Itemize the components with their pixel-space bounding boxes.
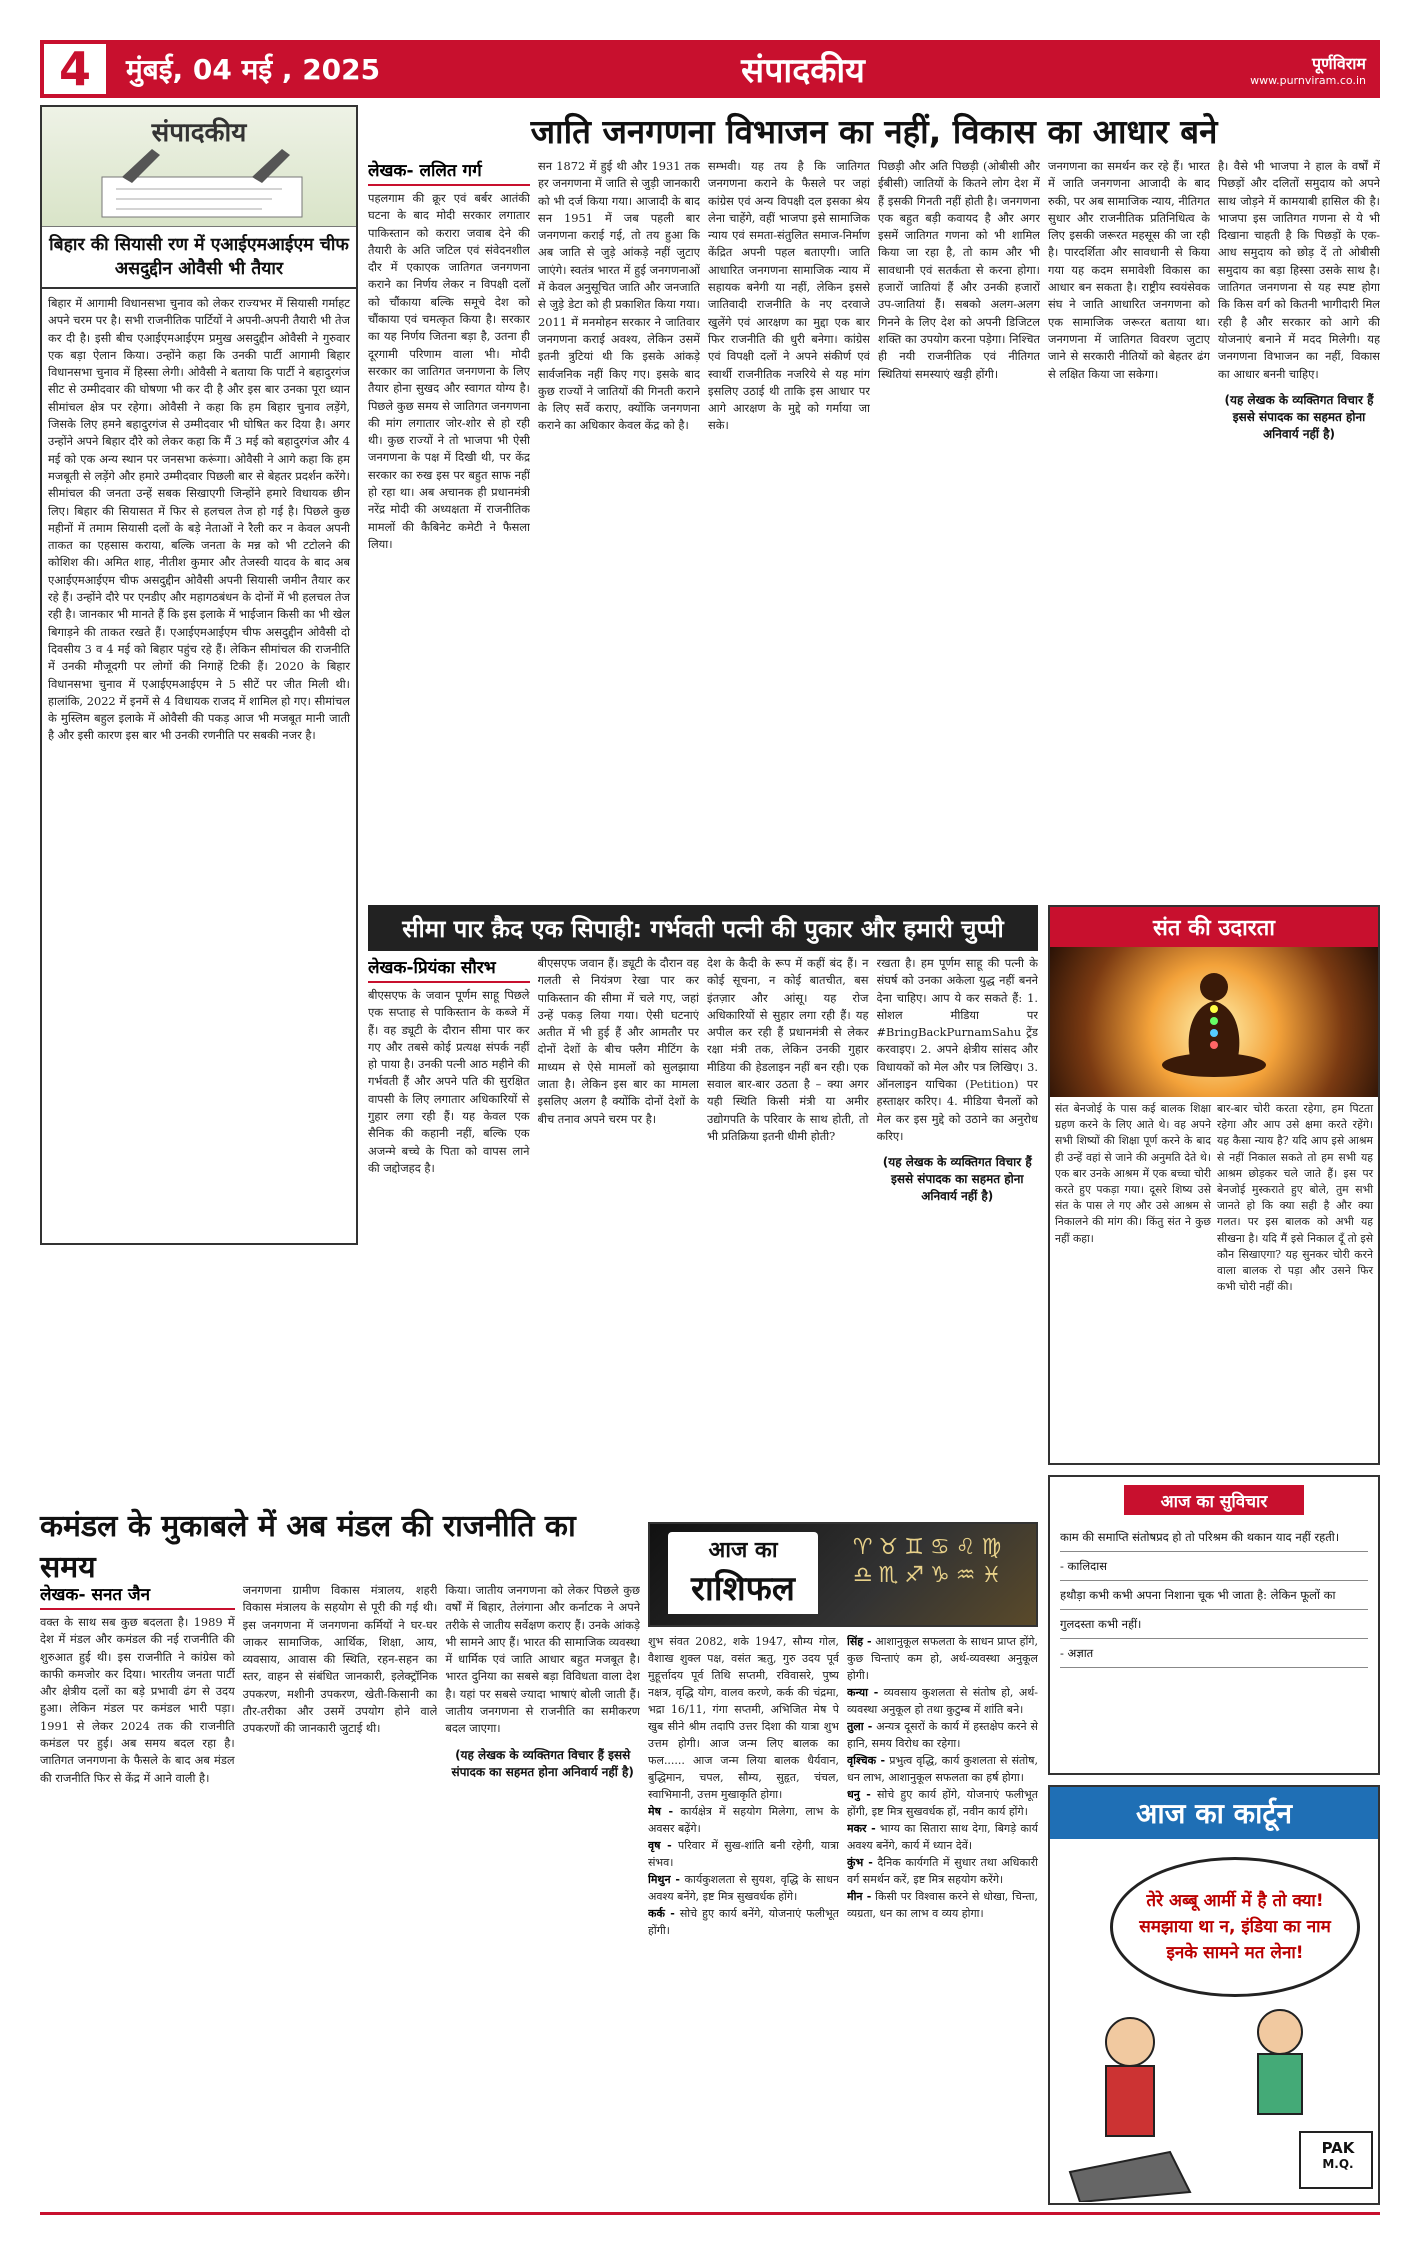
meditation-image — [1050, 947, 1378, 1097]
editorial-headline: बिहार की सियासी रण में एआईएमआईएम चीफ असदुद्दीन ओवैसी भी तैयार — [42, 227, 356, 289]
horoscope-intro: शुभ संवत 2082, शके 1947, सौम्य गोल, वैशाख शुक्ल पक्ष, वसंत ऋतु, गुरु उदय पूर्व मुहूर्त्तादय पूर्व तिथि सप्तमी, रविवासरे, पुष्य नक्षत्र, वृद्धि योग, वालव करणे, कर्क की चंद्रमा, भद्रा 16/11, गंगा सप्तमी, अभिजित मेष पे खुब सीने श्रीम तदापि उत्तर दिशा की यात्रा शुभ उत्तम होगी। आज जन्म लिए बालक का फल...... आज जन्म लिया बालक धैर्यवान, बुद्धिमान, चपल, सौम्य, सुहृत, चंचल, स्वाभिमानी, उत्तम मुखाकृति होगा। — [648, 1635, 839, 1801]
sign-name: वृश्चिक - — [847, 1754, 886, 1767]
sign-text: अन्यत्र दूसरों के कार्य में हस्तक्षेप करने से हानि, समय विरोध का रहेगा। — [847, 1720, 1038, 1750]
story-title: संत की उदारता — [1050, 907, 1378, 947]
byline: लेखक- सनत जैन — [40, 1582, 235, 1610]
cartoon-title: आज का कार्टून — [1050, 1787, 1378, 1839]
sign-text: आशानुकूल सफलता के साधन प्राप्त होंगे, कुछ चिन्ताएं कम हो, अर्थ-व्यवस्था अनुकूल होगी। — [847, 1635, 1038, 1682]
editorial-banner — [42, 107, 356, 227]
sign-entry — [648, 1871, 839, 1905]
sign-text: कार्यक्षेत्र में सहयोग मिलेगा, लाभ के अवसर बढ़ेंगे। — [648, 1805, 839, 1835]
sign-text: कार्यकुशलता से सुयश, वृद्धि के साधन अवश्य बनेंगे, इष्ट मित्र सुखवर्धक होंगे। — [648, 1873, 839, 1903]
thought-line: हथौड़ा कभी कभी अपना निशाना चूक भी जाता है: लेकिन फूलों का — [1060, 1581, 1368, 1610]
sign-entry — [847, 1888, 1038, 1922]
sign-entry — [847, 1786, 1038, 1820]
sign-name: मीन - — [847, 1890, 872, 1903]
sign-text: भाग्य का सितारा साथ देगा, बिगड़े कार्य अवश्य बनेंगे, कार्य में ध्यान देवें। — [847, 1822, 1038, 1852]
sign-name: कुंभ - — [847, 1856, 873, 1869]
sign-entry — [648, 1803, 839, 1837]
byline: लेखक-प्रियंका सौरभ — [368, 955, 530, 983]
main-article — [368, 158, 1380, 898]
sign-name: धनु - — [847, 1788, 871, 1801]
pak-sign-sub: M.Q. — [1322, 2157, 1354, 2171]
sign-entry — [847, 1718, 1038, 1752]
editorial-label: संपादकीय — [151, 118, 247, 148]
meditating-figure-icon — [1050, 947, 1378, 1097]
main-headline: जाति जनगणना विभाजन का नहीं, विकास का आधार बने — [530, 112, 1218, 151]
column-text: किया। जातीय जनगणना को लेकर पिछले कुछ वर्षों में बिहार, तेलंगाना और कर्नाटक ने अपने तरीके से जातीय सर्वेक्षण कराए हैं। उनके आंकड़े भी सामने आए हैं। भारत की सामाजिक व्यवस्था में धार्मिक एवं जाति आधार बहुत मजबूत है। भारत दुनिया का सबसे बड़ा विविधता वाला देश है। यहां पर सबसे ज्यादा भाषाएं बोली जाती हैं। जातीय जनगणना से राजनीति का समीकरण बदल जाएगा। — [445, 1583, 641, 1736]
horoscope — [648, 1522, 1038, 2202]
article-column — [1218, 158, 1380, 898]
article3 — [40, 1582, 640, 2202]
article-column — [368, 158, 530, 898]
horoscope-banner — [648, 1522, 1038, 1627]
thought-author: - अज्ञात — [1060, 1639, 1368, 1668]
article-column — [445, 1582, 640, 2202]
sign-name: तुला - — [847, 1720, 873, 1733]
sign-entry — [847, 1854, 1038, 1888]
sign-text: सोचे हुए कार्य होंगे, योजनाएं फलीभूत होंगी, इष्ट मित्र सुखवर्धक हों, नवीन कार्य होंगे। — [847, 1788, 1038, 1818]
story-column: बार-बार चोरी करता रहेगा, हम पिटता रहेगा और आप उसे क्षमा करते रहेंगे। यह कैसा न्याय है? यदि आप इसे आश्रम से नहीं निकाल सकते तो हम सभी यह आश्रम छोड़कर चले जाते हैं। इस पर बेनजोई मुस्कराते हुए बोले, तुम सभी जानते हो कि क्या सही है और क्या गलत। पर इस बालक को अभी यह सीखना है। यदि मैं इसे निकाल दूँ तो इसे कौन सिखाएगा? यह सुनकर चोरी करने वाला बालक रो पड़ा और उसने फिर कभी चोरी नहीं की। — [1217, 1102, 1373, 1294]
thought-box — [1048, 1475, 1380, 1775]
sign-entry — [847, 1684, 1038, 1718]
horoscope-title: राशिफल — [668, 1564, 818, 1614]
horoscope-column — [648, 1633, 839, 2201]
sign-text: किसी पर विश्वास करने से धोखा, चिन्ता, व्यग्रता, धन का लाभ व व्यय होगा। — [847, 1890, 1038, 1920]
sign-text: व्यवसाय कुशलता से संतोष हो, अर्थ-व्यवस्था अनुकूल हो तथा कुटुम्ब में शांति बने। — [847, 1686, 1038, 1716]
column-text: पहलगाम की क्रूर एवं बर्बर आतंकी घटना के बाद मोदी सरकार लगातार पाकिस्तान को करारा जवाब देने की तैयारी के अति जटिल एवं संवेदनशील दौर में एकाएक जातिगत जनगणना कराने का निर्णय लेकर न विपक्षी दलों को चौंकाया बल्कि समूचे देश को चौंकाया एवं चमत्कृत किया है। सरकार का यह निर्णय जितना बड़ा है, उतना ही दूरगामी परिणाम वाला भी। मोदी सरकार का जातिगत जनगणना के लिए तैयार होना सुखद और स्वागत योग्य है। पिछले कुछ समय से जातिगत जनगणना की मांग लगातार जोर-शोर से हो रही थी। कुछ राज्यों ने तो भाजपा भी ऐसी जनगणना के पक्ष में दिखी थी, पर केंद्र सरकार का रुख इस पर बहुत साफ नहीं हो रहा था। अब अचानक ही प्रधानमंत्री नरेंद्र मोदी की अध्यक्षता में राजनीतिक मामलों की कैबिनेट कमेटी ने फैसला लिया। — [368, 191, 530, 551]
article-column: पिछड़ी और अति पिछड़ी (ओबीसी और ईबीसी) जातियों के कितने लोग देश में हैं इसकी गिनती नहीं होती है। जनगणना एक बहुत बड़ी कवायद है और अगर इसमें जातिगत गणना को भी शामिल किया जा रहा है, तो काम और भी सावधानी एवं सतर्कता से करना होगा। हजारों जातियां हैं और उनकी हजारों उप-जातियां हैं। सबको अलग-अलग गिनने के लिए देश को अपनी डिजिटल शक्ति का उपयोग करना पड़ेगा। निश्चित ही नयी राजनीतिक एवं नीतिगत स्थितियां समस्याएं खड़ी होंगी। — [878, 159, 1040, 381]
article-column: देश के कैदी के रूप में कहीं बंद हैं। न कोई सूचना, न कोई बातचीत, बस इंतज़ार और आंसू। यह रोज अधिकारियों से सुहार लगा रही हैं। यह अपील कर रही हैं प्रधानमंत्री से लेकर रक्षा मंत्री तक, लेकिन उनकी गुहार मीडिया की हेडलाइन नहीं बन रही। एक सवाल बार-बार उठता है – क्या अगर यही स्थिति किसी मंत्री या अमीर उद्योगपति के परिवार के साथ होती, तो भी प्रतिक्रिया इतनी धीमी होती? — [707, 956, 869, 1143]
article-column — [40, 1582, 235, 2202]
sign-name: मकर - — [847, 1822, 876, 1835]
disclaimer: (यह लेखक के व्यक्तिगत विचार हैं इससे संपादक का सहमत होना अनिवार्य नहीं है) — [1224, 392, 1374, 441]
article-column: सम्भवी। यह तय है कि जातिगत जनगणना कराने के फैसले पर जहां कांग्रेस एवं अन्य विपक्षी दल इसका श्रेय लेना चाहेंगे, वहीं भाजपा इसे सामाजिक न्याय एवं समता-संतुलित समाज-निर्माण केंद्रित अपनी पहल बताएगी। जाति आधारित जनगणना सामाजिक न्याय में सहायक बनेगी या नहीं, लेकिन इससे जातिवादी राजनीति के नए दरवाजे खुलेंगे एवं आरक्षण का मुद्दा एक बार फिर राजनीति की धुरी बनेगा। कांग्रेस एवं विपक्षी दलों ने अपने संकीर्ण एवं स्वार्थी राजनीतिक नजरिये से यह मांग इसलिए उठाई थी ताकि इस आधार पर आगे आरक्षण के मुद्दे को गर्माया जा सके। — [708, 159, 870, 433]
sign-entry — [648, 1905, 839, 1939]
article2-headline: सीमा पार क़ैद एक सिपाही: गर्भवती पत्नी की पुकार और हमारी चुप्पी — [368, 905, 1038, 951]
article-column — [877, 955, 1039, 1515]
brand-name: पूर्णविराम — [1312, 53, 1366, 73]
pak-sign — [1308, 2139, 1368, 2171]
sign-name: मिथुन - — [648, 1873, 680, 1886]
sign-text: प्रभुत्व वृद्धि, कार्य कुशलता से संतोष, धन लाभ, आशानुकूल सफलता का हर्ष होगा। — [847, 1754, 1038, 1784]
sign-name: कन्या - — [847, 1686, 879, 1699]
editorial-body: बिहार में आगामी विधानसभा चुनाव को लेकर राज्यभर में सियासी गर्माहट अपने चरम पर है। सभी राजनीतिक पार्टियों ने अपनी-अपनी तैयारी भी तेज कर दी है। इसी बीच एआईएमआईएम प्रमुख असदुद्दीन ओवैसी ने गुरुवार एक बड़ा ऐलान किया। उन्होंने कहा कि उनकी पार्टी आगामी बिहार विधानसभा चुनाव में हिस्सा लेगी। ओवैसी ने बताया कि पार्टी ने बहादुरगंज सीट से उम्मीदवार की घोषणा भी कर दी है और इस बार उनका पूरा ध्यान सीमांचल क्षेत्र पर रहेगा। ओवैसी ने कहा कि हम बिहार चुनाव लड़ेंगे, जिसके लिए हमने बहादुरगंज से उम्मीदवार भी घोषित कर दिया है। अगर उन्होंने अपने बिहार दौरे को लेकर कहा कि मैं 3 मई को बहादुरगंज और 4 मई को एक अन्य स्थान पर जनसभा करूंगा। ओवैसी ने आगे कहा कि हम मजबूती से लड़ेंगे और हमारे उम्मीदवार पिछली बार से बेहतर प्रदर्शन करेंगे। सीमांचल की जनता उन्हें सबक सिखाएगी जिन्होंने हमारे विधायक छीन लिए। बिहार की सियासत में फिर से हलचल तेज हो गई है। पिछले कुछ महीनों में तमाम सियासी दलों के बड़े नेताओं ने रैली कर न केवल अपनी ताकत का एहसास कराया, बल्कि जनता के मन्न को भी टटोलने की कोशिश की। अमित शाह, नीतीश कुमार और तेजस्वी यादव के बाद अब एआईएमआईएम चीफ असदुद्दीन ओवैसी अपनी सियासी जमीन तैयार कर रहे हैं। उन्होंने दौरे पर एनडीए और महागठबंधन के दोनों में भी हलचल तेज रही है। जानकार भी मानते हैं कि इस इलाके में भाईजान किसी का भी खेल बिगाड़ने की ताकत रखते हैं। एआईएमआईएम चीफ असदुद्दीन ओवैसी दो दिवसीय 3 व 4 मई को बिहार पहुंच रहे हैं। लेकिन सीमांचल की राजनीति में उनकी मौजूदगी पर लोगों की निगाहें टिकी हैं। 2020 के बिहार विधानसभा चुनाव में एआईएमआईएम ने 5 सीटें पर जीत मिली थी। हालांकि, 2022 में इनमें से 4 विधायक राजद में शामिल हो गए। सीमांचल के मुस्लिम बहुल इलाके में ओवैसी की पकड़ आज भी मजबूत मानी जाती है और इसी कारण इस बार भी उनकी रणनीति पर सबकी नजर है। — [48, 296, 350, 743]
sign-entry — [847, 1820, 1038, 1854]
speech-bubble: तेरे अब्बू आर्मी में है तो क्या! समझाया था न, इंडिया का नाम इनके सामने मत लेना! — [1110, 1857, 1360, 1997]
thought-author: - कालिदास — [1060, 1552, 1368, 1581]
thought-line: गुलदस्ता कभी नहीं। — [1060, 1610, 1368, 1639]
website-link[interactable]: www.purnviram.co.in — [1250, 73, 1366, 87]
cartoon-drawing — [1050, 2002, 1382, 2202]
issue-date: मुंबई, 04 मई , 2025 — [126, 53, 381, 86]
disclaimer: (यह लेखक के व्यक्तिगत विचार हैं इससे संपादक का सहमत होना अनिवार्य नहीं है) — [882, 1155, 1032, 1204]
horoscope-column — [847, 1633, 1038, 2201]
sign-entry — [847, 1752, 1038, 1786]
sign-entry — [847, 1633, 1038, 1684]
sign-text: परिवार में सुख-शांति बनी रहेगी, यात्रा संभव। — [648, 1839, 839, 1869]
column-text: बीएसएफ के जवान पूर्णम साहू पिछले एक सप्ताह से पाकिस्तान के कब्जे में हैं। वह ड्यूटी के दौरान सीमा पार कर गए और तबसे कोई प्रत्यक्ष संपर्क नहीं हो पाया है। उनकी पत्नी आठ महीने की गर्भवती हैं और अपने पति की सुरक्षित वापसी के लिए लगातार अधिकारियों से गुहार लगा रही हैं। यह केवल एक सैनिक की कहानी नहीं, बल्कि एक अजन्मे बच्चे के पिता को वापस लाने की जद्दोजहद है। — [368, 988, 530, 1175]
article-column: जनगणना ग्रामीण विकास मंत्रालय, शहरी विकास मंत्रालय के सहयोग से पूरी की गई थी। इस जनगणना में जनगणना कर्मियों ने घर-घर जाकर सामाजिक, आर्थिक, शिक्षा, आय, व्यवसाय, आवास की स्थिति, रहन-सहन का स्तर, वाहन से संबंधित जानकारी, इलेक्ट्रॉनिक उपकरण, मशीनी उपकरण, खेती-किसानी का तौर-तरीका और उसमें उपयोग होने वाले उपकरणों की जानकारी जुटाई थी। — [242, 1583, 438, 1736]
brand-block — [1060, 52, 1380, 87]
story-column: संत बेनजोई के पास कई बालक शिक्षा ग्रहण करने के लिए आते थे। वह अपने सभी शिष्यों की शिक्षा पूर्ण करने के बाद ही उन्हें वहां से जाने की अनुमति देते थे। एक बार उनके आश्रम में एक बच्चा चोरी करते हुए पकड़ा गया। दूसरे शिष्य उसे संत के पास ले गए और उसे आश्रम से निकालने की मांग की। किंतु संत ने कुछ नहीं कहा। — [1055, 1102, 1211, 1245]
page-number: 4 — [40, 40, 110, 98]
thought-body — [1050, 1515, 1378, 1676]
column-text: वक्त के साथ सब कुछ बदलता है। 1989 में देश में मंडल और कमंडल की नई राजनीति की शुरुआत हुई थी। इस राजनीति ने कांग्रेस को काफी कमजोर कर दिया। भारतीय जनता पार्टी और क्षेत्रीय दलों का बड़े प्रभावी ढंग से उदय हुआ। लेकिन मंडल पर कमंडल भारी पड़ा। 1991 से लेकर 2024 तक की राजनीति कमंडल पर हुई। अब समय बदल रहा है। जातिगत जनगणना के फैसले के बाद अब मंडल की राजनीति फिर से केंद्र में आने वाली है। — [40, 1615, 235, 1785]
footer-divider — [40, 2212, 1380, 2215]
horoscope-title-top: आज का — [668, 1532, 818, 1566]
pen-writing-icon — [82, 147, 322, 221]
zodiac-wheel-icon: ♈♉♊♋♌♍ ♎♏♐♑♒♓ — [852, 1535, 1008, 1588]
horoscope-body — [648, 1633, 1038, 2201]
sign-name: मेष - — [648, 1805, 674, 1818]
sign-name: वृष - — [648, 1839, 672, 1852]
sign-name: कर्क - — [648, 1907, 675, 1920]
column-text: है। वैसे भी भाजपा ने हाल के वर्षों में पिछड़ों और दलितों समुदाय को अपने साथ जोड़ने में कामयाबी हासिल की है। भाजपा इस जातिगत गणना से ये भी दिखाना चाहती है कि पिछड़ों के एक-आध समुदाय को छोड़ दें तो ओबीसी समुदाय का बड़ा हिस्सा उसके साथ है। जातिगत जनगणना से यह स्पष्ट होगा कि किस वर्ग को कितनी भागीदारी मिल रही है और सरकार को आगे की योजनाएं बनाने में मदद मिलेगी। यह जनगणना विभाजन का नहीं, विकास का आधार बननी चाहिए। — [1218, 159, 1380, 381]
sign-text: सोचे हुए कार्य बनेंगे, योजनाएं फलीभूत होंगी। — [648, 1907, 839, 1937]
masthead — [40, 40, 1380, 98]
section-title: संपादकीय — [741, 51, 865, 91]
article-column: सन 1872 में हुई थी और 1931 तक हर जनगणना में जाति से जुड़ी जानकारी को भी दर्ज किया गया। आजादी के बाद सन 1951 में जब पहली बार जनगणना कराई गई, तो तय हुआ कि अब जाति से जुड़े आंकड़े नहीं जुटाए जाएंगे। स्वतंत्र भारत में हुई जनगणनाओं में केवल अनुसूचित जाति और जनजाति से जुड़े डेटा को ही प्रकाशित किया गया। 2011 में मनमोहन सरकार ने जातिवार जनगणना कराई अवश्य, लेकिन उसमें इतनी त्रुटियां थी कि इसके आंकड़े सार्वजनिक नहीं किए गए। इसके बाद कुछ राज्यों ने जातियों की गिनती कराने के लिए सर्वे कराए, क्योंकि जनगणना कराने का अधिकार केवल केंद्र को है। — [538, 159, 700, 433]
sign-text: दैनिक कार्यगति में सुधार तथा अधिकारी वर्ग समर्थन करें, इष्ट मित्र सहयोग करेंगे। — [847, 1856, 1038, 1886]
byline: लेखक- ललित गर्ग — [368, 158, 530, 186]
story-box — [1048, 905, 1380, 1465]
article3-headline: कमंडल के मुकाबले में अब मंडल की राजनीति का समय — [40, 1509, 576, 1585]
article2 — [368, 955, 1038, 1515]
column-text: रखता है। हम पूर्णम साहू की पत्नी के संघर्ष को उनका अकेला युद्ध नहीं बनने देना चाहिए। आप ये कर सकते हैं: 1. सोशल मीडिया पर #BringBackPurnamSahu ट्रेंड करवाइए। 2. अपने क्षेत्रीय सांसद और विधायकों को मेल और पत्र लिखिए। 3. ऑनलाइन याचिका (Petition) पर हस्ताक्षर करिए। 4. मीडिया चैनलों को मेल कर इस मुद्दे को उठाने का अनुरोध करिए। — [876, 956, 1038, 1143]
article-column: जनगणना का समर्थन कर रहे हैं। भारत में जाति जनगणना आजादी के बाद रुकी, पर अब सामाजिक न्याय, नीतिगत सुधार और राजनीतिक प्रतिनिधित्व के लिए इसकी जरूरत महसूस की जा रही है। पारदर्शिता और सावधानी से किया गया यह कदम समावेशी विकास का आधार बन सकता है। राष्ट्रीय स्वयंसेवक संघ ने जाति आधारित जनगणना को एक सामाजिक जरूरत बताया था। जनगणना में जातिगत विवरण जुटाए जाने से सरकारी नीतियों को बेहतर ढंग से लक्षित किया जा सकेगा। — [1048, 159, 1210, 381]
story-body — [1050, 1097, 1378, 1459]
article-column: बीएसएफ जवान हैं। ड्यूटी के दौरान वह गलती से नियंत्रण रेखा पार कर पाकिस्तान की सीमा में चले गए, जहां उन्हें पकड़ लिया गया। ऐसी घटनाएं अतीत में भी हुई हैं और आमतौर पर दोनों देशों के बीच फ्लैग मीटिंग के माध्यम से ऐसे मामलों को सुलझाया जाता है। लेकिन इस बार का मामला इसलिए अलग है क्योंकि दोनों देशों के बीच तनाव अपने चरम पर है। — [537, 956, 699, 1126]
disclaimer: (यह लेखक के व्यक्तिगत विचार हैं इससे संपादक का सहमत होना अनिवार्य नहीं है) — [451, 1747, 634, 1779]
thought-line: काम की समाप्ति संतोषप्रद हो तो परिश्रम की थकान याद नहीं रहती। — [1060, 1523, 1368, 1552]
article-column — [368, 955, 530, 1515]
pak-sign-label: PAK — [1321, 2139, 1355, 2157]
thought-title: आज का सुविचार — [1124, 1485, 1304, 1515]
sign-name: सिंह - — [847, 1635, 872, 1648]
editorial-box — [40, 105, 358, 1245]
sign-entry — [648, 1837, 839, 1871]
cartoon-box — [1048, 1785, 1380, 2205]
